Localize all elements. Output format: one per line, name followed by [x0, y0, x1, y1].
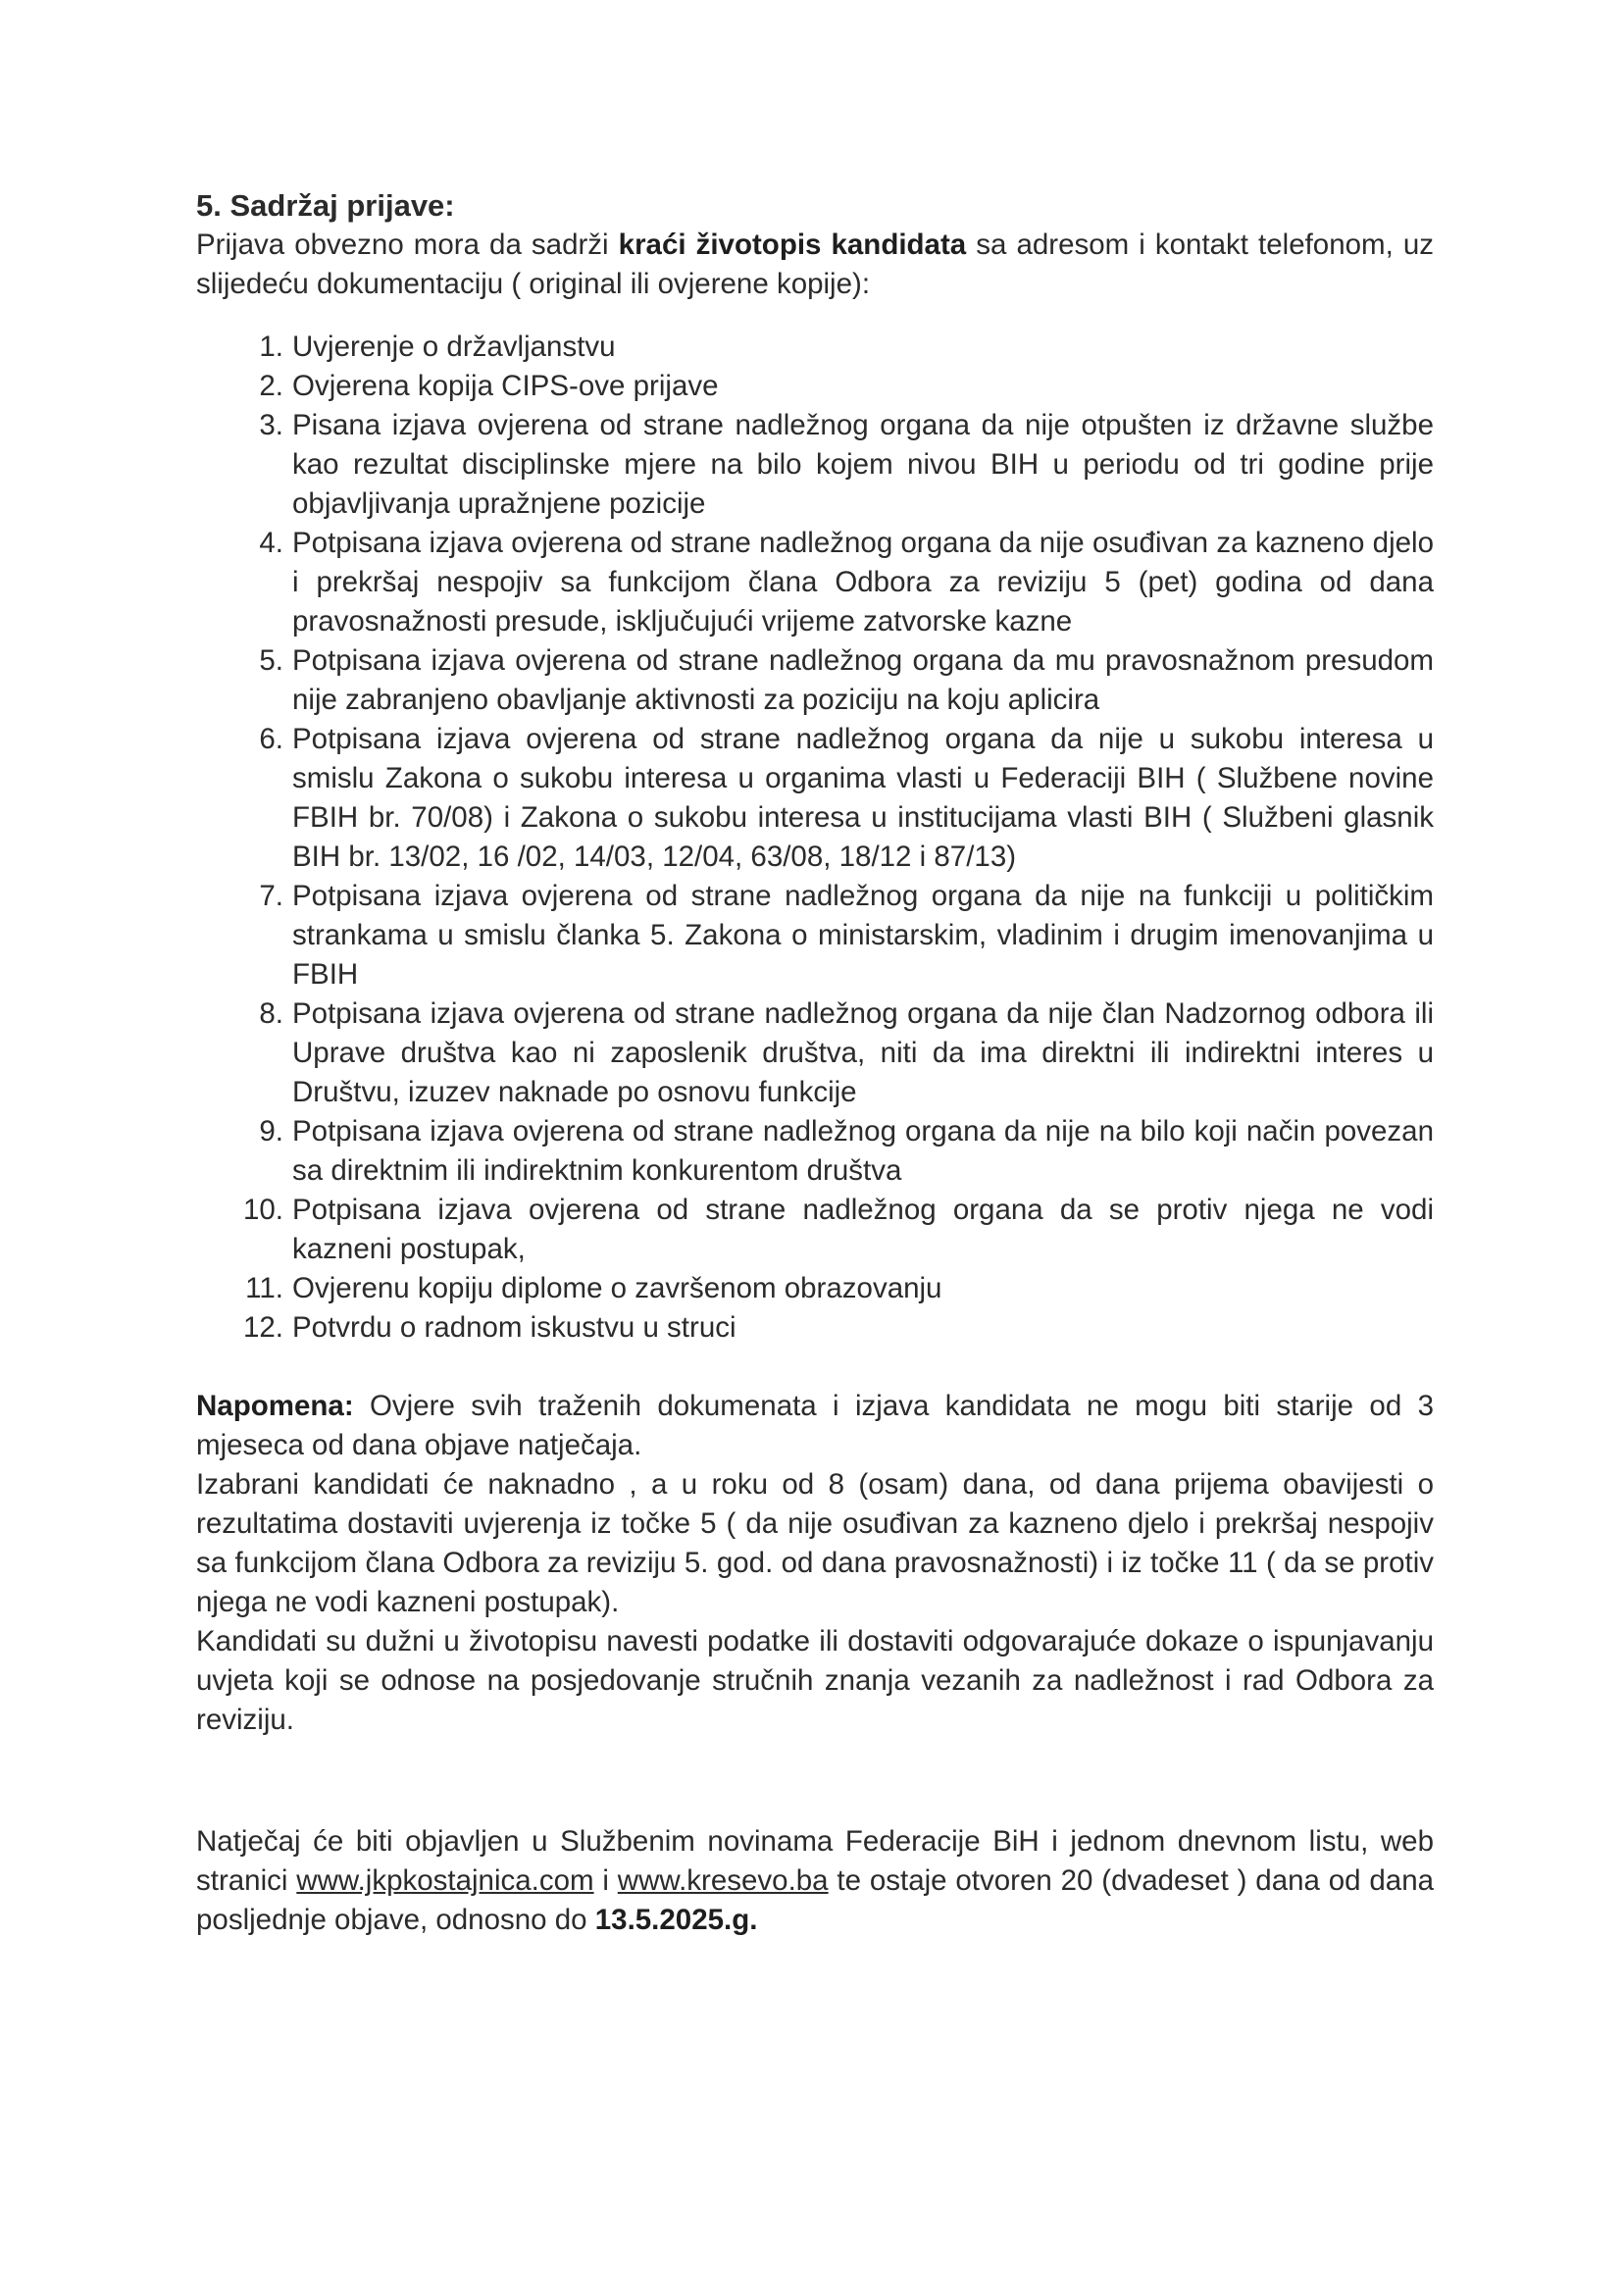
list-item-number: 9. [259, 1115, 283, 1147]
list-item [196, 1308, 1434, 1348]
list-item-text: Ovjerena kopija CIPS-ove prijave [292, 370, 719, 402]
list-item [196, 406, 1434, 524]
closing-text-pre: Natječaj će biti objavljen u Službenim novinama Federacije BiH i jednom dnevnom listu, web stranici [196, 1825, 1434, 1897]
list-item-number: 11. [245, 1272, 283, 1304]
list-item-text: Potpisana izjava ovjerena od strane nadležnog organa da nije član Nadzornog odbora ili Uprave društva kao ni zaposlenik društva, niti da ima direktni ili indirektni interes u Društvu, izuzev naknade po osnovu funkcije [292, 997, 1434, 1108]
list-item [196, 1191, 1434, 1269]
note-paragraph-3: Kandidati su dužni u životopisu navesti podatke ili dostaviti odgovarajuće dokaze o ispunjavanju uvjeta koji se odnose na posjedovanje stručnih znanja vezanih za nadležnost i rad Odbora za reviziju. [196, 1625, 1434, 1736]
list-item [196, 720, 1434, 877]
list-item-text: Pisana izjava ovjerena od strane nadležnog organa da nije otpušten iz državne službe kao rezultat disciplinske mjere na bilo kojem nivou BIH u periodu od tri godine prije objavljivanja upražnjene pozicije [292, 409, 1434, 520]
list-item-text: Potvrdu o radnom iskustvu u struci [292, 1311, 736, 1344]
list-item-number: 3. [259, 409, 283, 441]
list-item [196, 1112, 1434, 1191]
list-item-number: 4. [259, 527, 283, 559]
link-jkpkostajnica[interactable]: www.jkpkostajnica.com [296, 1864, 594, 1897]
intro-text-post: sa adresom i kontakt telefonom, uz slijedeću dokumentaciju ( original ili ovjerene kopije): [196, 229, 1434, 300]
list-item-number: 7. [259, 880, 283, 912]
list-item-text: Uvjerenje o državljanstvu [292, 331, 616, 363]
note-text-1: Ovjere svih traženih dokumenata i izjava kandidata ne mogu biti starije od 3 mjeseca od dana objave natječaja. [196, 1390, 1434, 1461]
intro-bold-text: kraći životopis kandidata [618, 229, 967, 261]
list-item [196, 328, 1434, 367]
closing-text-mid: i [593, 1864, 618, 1897]
list-item-number: 2. [259, 370, 283, 402]
list-item [196, 524, 1434, 641]
list-item-number: 12. [242, 1311, 283, 1344]
intro-paragraph [196, 226, 1434, 304]
list-item [196, 641, 1434, 720]
note-label: Napomena: [196, 1390, 354, 1422]
list-item-number: 8. [259, 997, 283, 1030]
section-heading: 5. Sadržaj prijave: [196, 188, 455, 223]
list-item-text: Potpisana izjava ovjerena od strane nadležnog organa da nije na funkciji u političkim strankama u smislu članka 5. Zakona o ministarskim, vladinim i drugim imenovanjima u FBIH [292, 880, 1434, 991]
closing-text-post: te ostaje otvoren 20 (dvadeset ) dana od dana posljednje objave, odnosno do [196, 1864, 1435, 1936]
list-item-number: 6. [259, 723, 283, 755]
list-item [196, 1269, 1434, 1308]
list-item [196, 877, 1434, 994]
closing-date: 13.5.2025.g. [594, 1904, 758, 1936]
link-kresevo[interactable]: www.kresevo.ba [617, 1864, 829, 1897]
list-item-text: Potpisana izjava ovjerena od strane nadležnog organa da nije osuđivan za kazneno djelo i prekršaj nespojiv sa funkcijom člana Odbora za reviziju 5 (pet) godina od dana pravosnažnosti presude, isključujući vrijeme zatvorske kazne [292, 527, 1434, 637]
list-item-text: Potpisana izjava ovjerena od strane nadležnog organa da nije na bilo koji način povezan sa direktnim ili indirektnim konkurentom društva [292, 1115, 1434, 1187]
list-item-number: 10. [242, 1194, 283, 1226]
document-page [196, 186, 1434, 1940]
note-paragraph-1 [196, 1387, 1434, 1465]
list-item-number: 1. [259, 331, 283, 363]
requirements-list [196, 328, 1434, 1348]
list-item [196, 367, 1434, 406]
list-item-text: Potpisana izjava ovjerena od strane nadležnog organa da nije u sukobu interesa u smislu Zakona o sukobu interesa u organima vlasti u Federaciji BIH ( Službene novine FBIH br. 70/08) i Zakona o sukobu interesa u institucijama vlasti BIH ( Službeni glasnik BIH br. 13/02, 16 /02, 14/03, 12/04, 63/08, 18/12 i 87/13) [292, 723, 1434, 873]
closing-paragraph [196, 1822, 1434, 1940]
list-item [196, 994, 1434, 1112]
note-paragraph-2: Izabrani kandidati će naknadno , a u roku od 8 (osam) dana, od dana prijema obavijesti o rezultatima dostaviti uvjerenja iz točke 5 ( da nije osuđivan za kazneno djelo i prekršaj nespojiv sa funkcijom člana Odbora za reviziju 5. god. od dana pravosnažnosti) i iz točke 11 ( da se protiv njega ne vodi kazneni postupak). [196, 1468, 1434, 1618]
intro-text-pre: Prijava obvezno mora da sadrži [196, 229, 619, 261]
list-item-text: Potpisana izjava ovjerena od strane nadležnog organa da mu pravosnažnom presudom nije zabranjeno obavljanje aktivnosti za poziciju na koju aplicira [292, 644, 1434, 716]
list-item-text: Potpisana izjava ovjerena od strane nadležnog organa da se protiv njega ne vodi kazneni postupak, [292, 1194, 1434, 1265]
note-section [196, 1387, 1434, 1740]
list-item-number: 5. [259, 644, 283, 677]
list-item-text: Ovjerenu kopiju diplome o završenom obrazovanju [292, 1272, 942, 1304]
